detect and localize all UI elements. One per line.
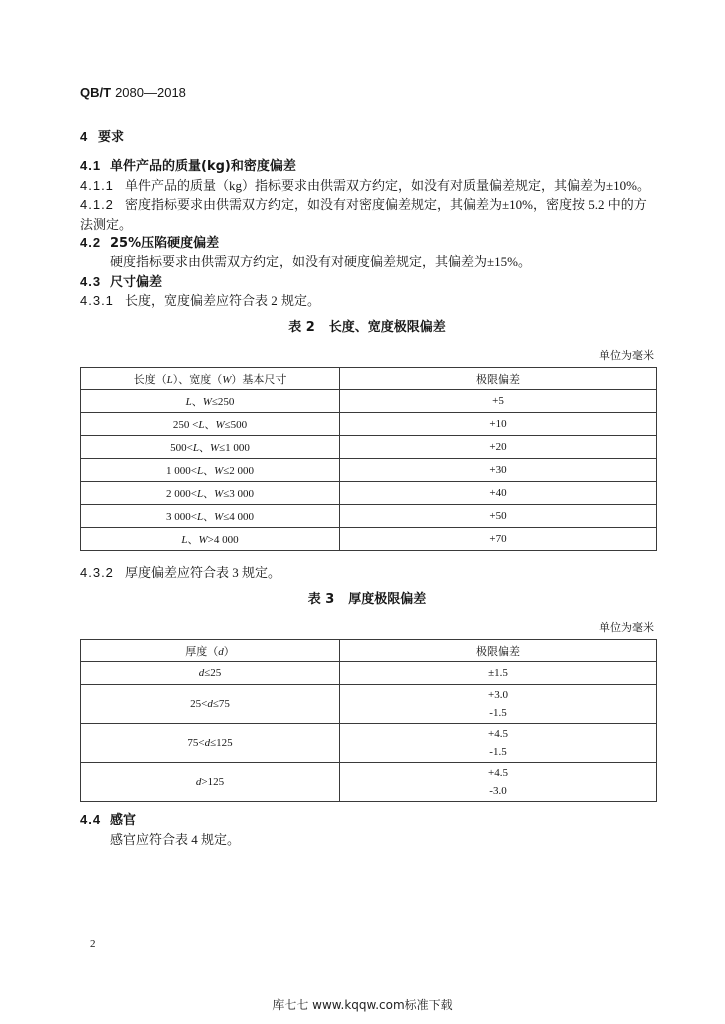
size-cell: 2 000<L、W≤3 000 [81, 482, 340, 505]
variable-symbol: W [214, 511, 224, 523]
size-cell: L、W>4 000 [81, 528, 340, 551]
thickness-cell: d>125 [81, 763, 340, 802]
paragraph-text: 感官应符合表 4 规定。 [110, 832, 241, 847]
section-number: 4.3 [80, 274, 102, 289]
section-number: 4.2 [80, 235, 102, 250]
variable-symbol: L [196, 488, 204, 500]
table-2 [80, 367, 657, 551]
variable-symbol: L [181, 534, 188, 546]
tolerance-cell: +70 [340, 528, 657, 551]
size-cell: L、W≤250 [81, 390, 340, 413]
variable-symbol: W [222, 373, 232, 386]
tolerance-cell: +5 [340, 390, 657, 413]
table-row [81, 436, 657, 459]
lower-deviation: -1.5 [489, 746, 507, 758]
section-title: 要求 [98, 130, 125, 145]
tolerance-cell [340, 724, 657, 763]
table-row [81, 724, 657, 763]
section-title: 感官 [110, 813, 137, 828]
variable-symbol: W [214, 465, 224, 477]
table-row [81, 763, 657, 802]
thickness-cell: 75<d≤125 [81, 724, 340, 763]
clause-4-3-1 [80, 293, 320, 309]
table-body [81, 662, 657, 802]
variable-symbol: L [198, 419, 205, 431]
tolerance-cell: +10 [340, 413, 657, 436]
table-2-unit-note: 单位为毫米 [599, 350, 654, 362]
page-number: 2 [90, 938, 96, 950]
clause-text-line-1: 密度指标要求由供需双方约定，如没有对密度偏差规定，其偏差为±10%，密度按 5.2 中的方 [125, 197, 647, 212]
clause-4-1-1 [80, 178, 650, 194]
column-header-size: 长度（L）、宽度（W）基本尺寸 [81, 368, 340, 390]
header-row [81, 640, 657, 662]
standard-code-prefix: QB/T [80, 85, 112, 100]
section-number: 4.1 [80, 158, 102, 173]
clause-4-3-2 [80, 565, 281, 581]
lower-deviation: -1.5 [489, 707, 507, 719]
section-title: 尺寸偏差 [110, 275, 163, 290]
clause-number: 4.1.1 [80, 178, 114, 193]
thickness-cell: d≤25 [81, 662, 340, 685]
variable-symbol: d [218, 645, 224, 658]
thickness-cell: 25<d≤75 [81, 685, 340, 724]
header-row [81, 368, 657, 390]
variable-symbol: W [215, 419, 225, 431]
section-4-4-text [110, 832, 240, 848]
table-row [81, 482, 657, 505]
table-row [81, 390, 657, 413]
tolerance-cell: +50 [340, 505, 657, 528]
clause-text-line-2: 法测定。 [80, 217, 133, 232]
table-2-caption [80, 320, 654, 336]
variable-symbol: d [195, 776, 202, 788]
tolerance-cell [340, 685, 657, 724]
tolerance-cell: +20 [340, 436, 657, 459]
tolerance-cell: ±1.5 [340, 662, 657, 685]
table-row [81, 459, 657, 482]
section-title: 25%压陷硬度偏差 [110, 236, 220, 251]
upper-deviation: +4.5 [488, 728, 508, 740]
tolerance-cell: +40 [340, 482, 657, 505]
variable-symbol: L [185, 396, 192, 408]
table-body [81, 390, 657, 551]
tolerance-cell: +30 [340, 459, 657, 482]
variable-symbol: W [198, 534, 208, 546]
variable-symbol: L [196, 465, 204, 477]
clause-text: 长度，宽度偏差应符合表 2 规定。 [125, 293, 321, 308]
section-4-1-heading [80, 158, 296, 175]
table-row [81, 662, 657, 685]
size-cell: 3 000<L、W≤4 000 [81, 505, 340, 528]
variable-symbol: d [207, 698, 213, 710]
table-3 [80, 639, 657, 802]
standard-code-number: 2080—2018 [115, 85, 186, 100]
table-title: 厚度极限偏差 [348, 592, 427, 607]
size-cell: 500<L、W≤1 000 [81, 436, 340, 459]
table-3-unit-note: 单位为毫米 [599, 622, 654, 634]
size-cell: 250 <L、W≤500 [81, 413, 340, 436]
clause-text: 厚度偏差应符合表 3 规定。 [125, 565, 282, 580]
clause-4-1-2-continuation [80, 217, 132, 233]
paragraph-text: 硬度指标要求由供需双方约定，如没有对硬度偏差规定，其偏差为±15%。 [110, 254, 531, 269]
clause-number: 4.3.1 [80, 293, 114, 308]
table-row [81, 528, 657, 551]
section-4-4-heading [80, 812, 136, 829]
size-cell: 1 000<L、W≤2 000 [81, 459, 340, 482]
clause-4-1-2 [80, 197, 647, 213]
section-4-3-heading [80, 274, 162, 291]
table-header [81, 640, 657, 662]
section-4-heading [80, 129, 124, 146]
variable-symbol: L [166, 373, 173, 386]
lower-deviation: -3.0 [489, 785, 507, 797]
table-number: 表 3 [307, 592, 335, 607]
column-header-tolerance: 极限偏差 [340, 640, 657, 662]
section-title: 单件产品的质量(kg)和密度偏差 [110, 159, 296, 174]
section-4-2-text [110, 254, 531, 270]
table-row [81, 685, 657, 724]
standard-code [80, 85, 186, 101]
clause-number: 4.1.2 [80, 197, 114, 212]
table-number: 表 2 [288, 320, 315, 335]
table-row [81, 413, 657, 436]
section-number: 4.4 [80, 812, 102, 827]
variable-symbol: d [198, 667, 205, 679]
upper-deviation: +4.5 [488, 767, 508, 779]
variable-symbol: L [192, 442, 199, 454]
variable-symbol: d [204, 737, 211, 749]
table-header [81, 368, 657, 390]
table-title: 长度、宽度极限偏差 [328, 320, 446, 335]
column-header-tolerance: 极限偏差 [340, 368, 657, 390]
clause-number: 4.3.2 [80, 565, 114, 580]
variable-symbol: W [202, 396, 212, 408]
tolerance-cell [340, 763, 657, 802]
footer-watermark: 库七七 www.kqqw.com标准下载 [272, 998, 453, 1012]
variable-symbol: W [214, 488, 224, 500]
section-number: 4 [80, 129, 89, 144]
section-4-2-heading [80, 235, 219, 252]
table-3-caption [80, 592, 654, 608]
variable-symbol: W [209, 442, 220, 454]
variable-symbol: L [196, 511, 204, 523]
column-header-thickness: 厚度（d） [81, 640, 340, 662]
upper-deviation: +3.0 [488, 689, 508, 701]
table-row [81, 505, 657, 528]
clause-text: 单件产品的质量（kg）指标要求由供需双方约定，如没有对质量偏差规定，其偏差为±10%。 [125, 178, 650, 193]
